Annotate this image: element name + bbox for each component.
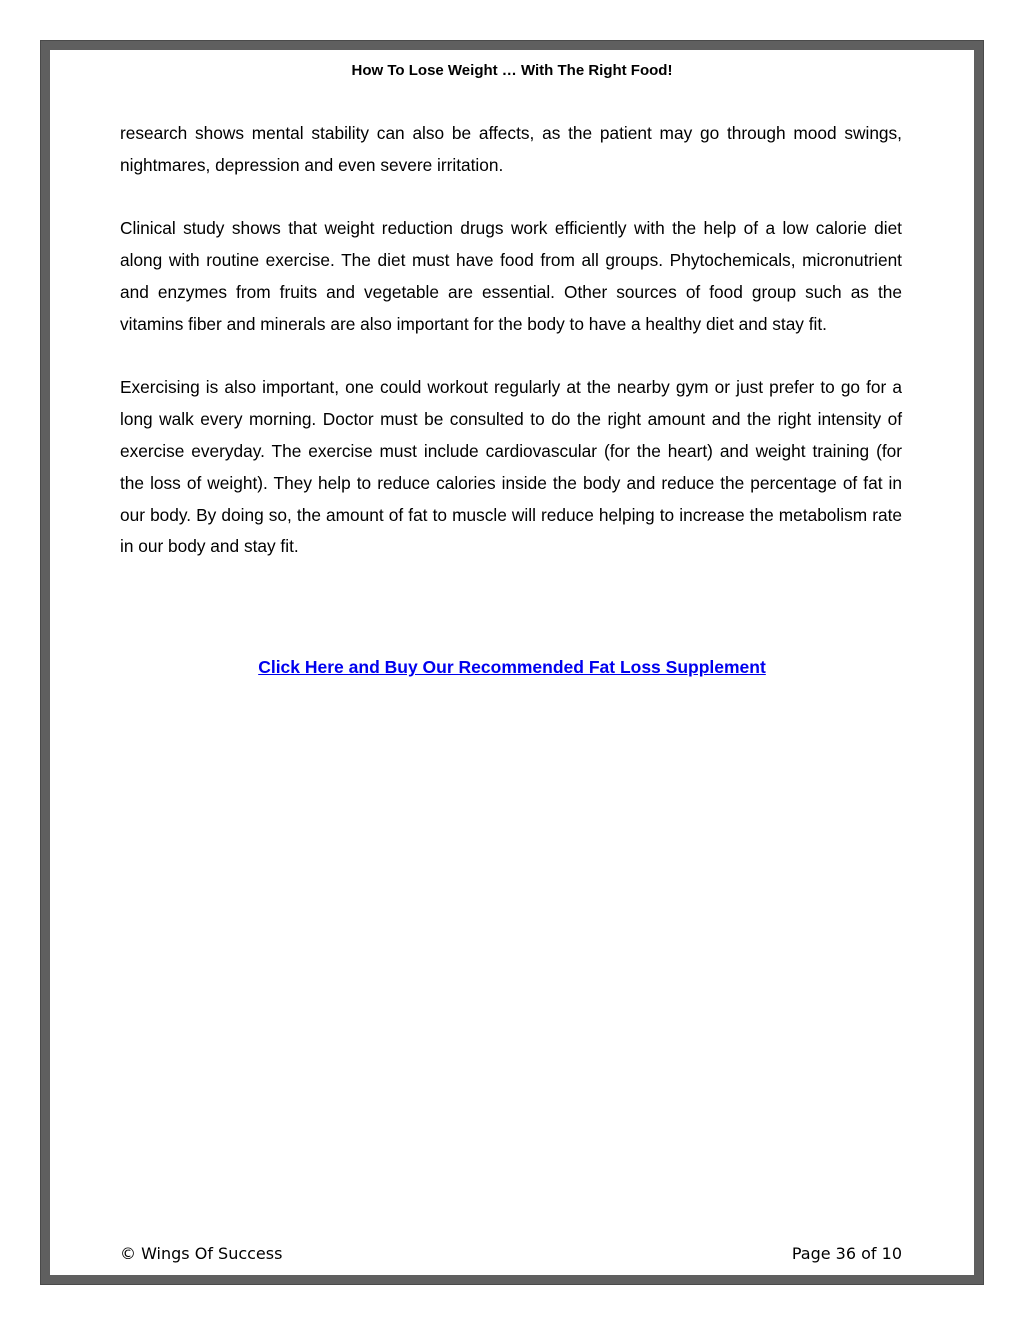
paragraph-2: Clinical study shows that weight reduction drugs work efficiently with the help of a low calorie diet along with routine exercise. The diet must have food from all groups. Phytochemicals, micronutrient and enzymes from fruits and vegetable are essential. Other sources of food group such as the vitamins fiber and minerals are also important for the body to have a healthy diet and stay fit. (120, 218, 902, 334)
cta-container (50, 657, 974, 678)
page-footer (120, 1244, 902, 1263)
page-header-title: How To Lose Weight … With The Right Food! (351, 62, 673, 79)
footer-page-number: Page 36 of 10 (791, 1244, 902, 1263)
footer-copyright: © Wings Of Success (120, 1244, 283, 1263)
buy-supplement-link[interactable]: Click Here and Buy Our Recommended Fat Loss Supplement (258, 657, 766, 677)
body-content (120, 118, 902, 595)
paragraph-1: research shows mental stability can also be affects, as the patient may go through mood swings, nightmares, depression and even severe irritation. (120, 123, 902, 175)
document-page (40, 40, 984, 1285)
paragraph-3: Exercising is also important, one could workout regularly at the nearby gym or just prefer to go for a long walk every morning. Doctor must be consulted to do the right amount and the right intensity of exercise everyday. The exercise must include cardiovascular (for the heart) and weight training (for the loss of weight). They help to reduce calories inside the body and reduce the percentage of fat in our body. By doing so, the amount of fat to muscle will reduce helping to increase the metabolism rate in our body and stay fit. (120, 377, 902, 557)
